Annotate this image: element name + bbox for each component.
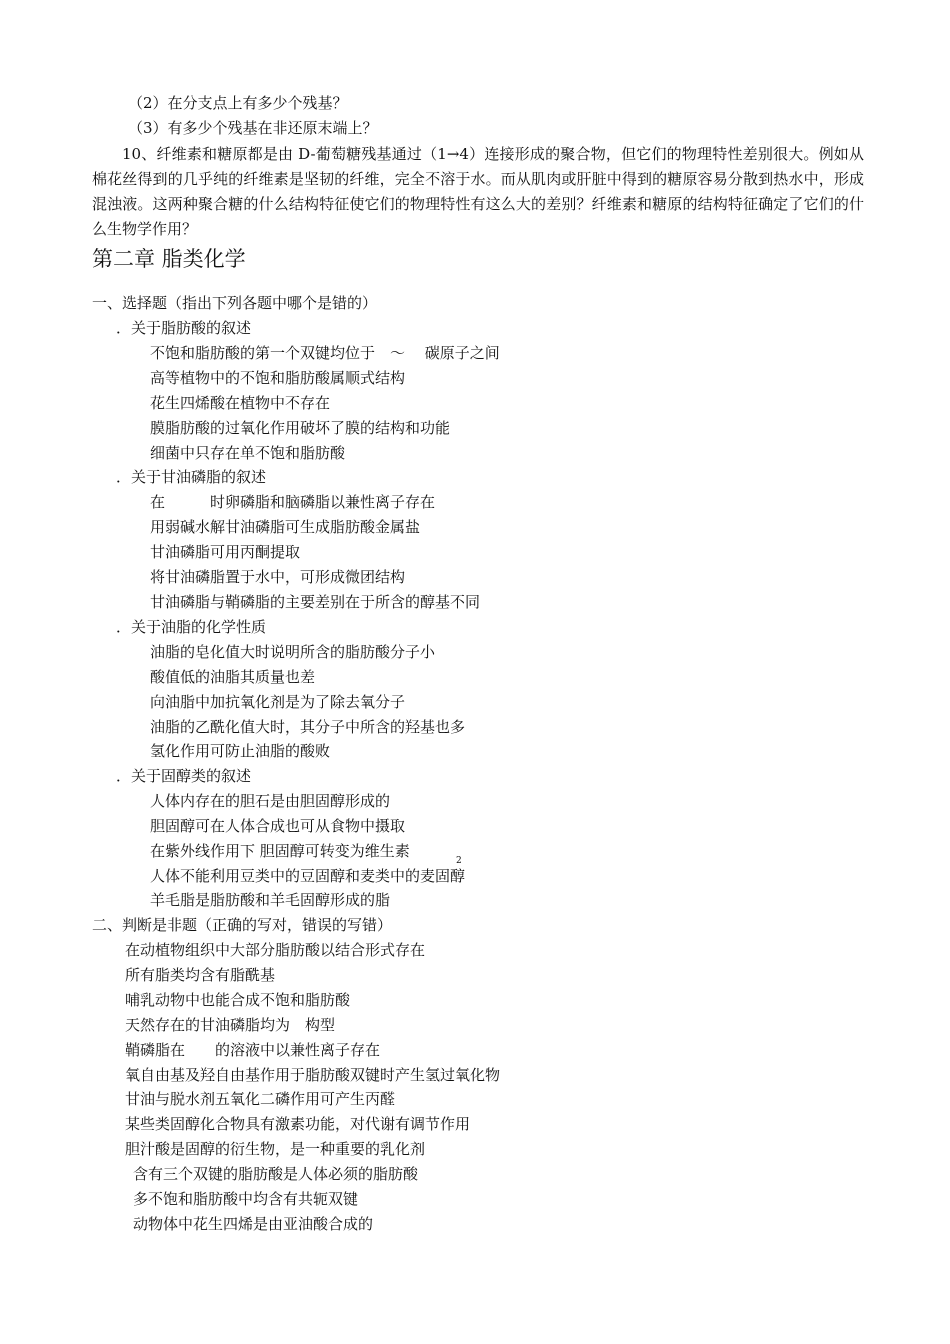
- question-group-1-stem: ．关于脂肪酸的叙述: [116, 319, 252, 337]
- option: 人体不能利用豆类中的豆固醇和麦类中的麦固醇: [150, 867, 466, 885]
- option: 用弱碱水解甘油磷脂可生成脂肪酸金属盐: [150, 518, 421, 536]
- option: 甘油磷脂可用丙酮提取: [150, 543, 301, 561]
- option: 在 时卵磷脂和脑磷脂以兼性离子存在: [150, 493, 436, 511]
- option: 在紫外线作用下 胆固醇可转变为维生素: [150, 842, 410, 860]
- option: 甘油磷脂与鞘磷脂的主要差别在于所含的醇基不同: [150, 593, 481, 611]
- option: 花生四烯酸在植物中不存在: [150, 394, 331, 412]
- section-1-title: 一、选择题（指出下列各题中哪个是错的）: [92, 294, 378, 312]
- option: 胆固醇可在人体合成也可从食物中摄取: [150, 817, 406, 835]
- question-group-4-stem: ．关于固醇类的叙述: [116, 767, 252, 785]
- option: 氢化作用可防止油脂的酸败: [150, 742, 331, 760]
- question-9-sub-3: （3）有多少个残基在非还原末端上？: [128, 119, 378, 137]
- judgment-item: 氧自由基及羟自由基作用于脂肪酸双键时产生氢过氧化物: [125, 1066, 501, 1084]
- judgment-item: 多不饱和脂肪酸中均含有共轭双键: [133, 1190, 359, 1208]
- option: 不饱和脂肪酸的第一个双键均位于 ～ 碳原子之间: [150, 344, 500, 362]
- judgment-item: 天然存在的甘油磷脂均为 构型: [125, 1016, 336, 1034]
- option: 油脂的皂化值大时说明所含的脂肪酸分子小: [150, 643, 436, 661]
- question-group-3-stem: ．关于油脂的化学性质: [116, 618, 267, 636]
- judgment-item: 在动植物组织中大部分脂肪酸以结合形式存在: [125, 941, 426, 959]
- judgment-item: 胆汁酸是固醇的衍生物，是一种重要的乳化剂: [125, 1140, 426, 1158]
- judgment-item: 甘油与脱水剂五氧化二磷作用可产生丙醛: [125, 1090, 396, 1108]
- question-10: 10、纤维素和糖原都是由 D-葡萄糖残基通过（1→4）连接形成的聚合物，但它们的物理特性差别很大。例如从棉花丝得到的几乎纯的纤维素是坚韧的纤维，完全不溶于水。而从肌肉或肝脏中得到的糖原容易分散到热水中，形成混浊液。这两种聚合糖的什么结构特征使它们的物理特性有这么大的差别？纤维素和糖原的结构特征确定了它们的什么生物学作用？: [92, 145, 864, 238]
- question-group-2-stem: ．关于甘油磷脂的叙述: [116, 468, 267, 486]
- section-2-title: 二、判断是非题（正确的写对，错误的写错）: [92, 916, 393, 934]
- option: 酸值低的油脂其质量也差: [150, 668, 316, 686]
- judgment-item: 所有脂类均含有脂酰基: [125, 966, 276, 984]
- chapter-title: 第二章 脂类化学: [92, 247, 246, 271]
- option: 向油脂中加抗氧化剂是为了除去氧分子: [150, 693, 406, 711]
- option: 人体内存在的胆石是由胆固醇形成的: [150, 792, 391, 810]
- option: 高等植物中的不饱和脂肪酸属顺式结构: [150, 369, 406, 387]
- judgment-item: 含有三个双键的脂肪酸是人体必须的脂肪酸: [133, 1165, 419, 1183]
- option: 细菌中只存在单不饱和脂肪酸: [150, 444, 346, 462]
- option: 将甘油磷脂置于水中，可形成微团结构: [150, 568, 406, 586]
- subscript-mark: 2: [456, 856, 462, 866]
- option: 膜脂肪酸的过氧化作用破坏了膜的结构和功能: [150, 419, 451, 437]
- option: 羊毛脂是脂肪酸和羊毛固醇形成的脂: [150, 891, 391, 909]
- question-9-sub-2: （2）在分支点上有多少个残基？: [128, 94, 348, 112]
- judgment-item: 鞘磷脂在 的溶液中以兼性离子存在: [125, 1041, 381, 1059]
- judgment-item: 某些类固醇化合物具有激素功能，对代谢有调节作用: [125, 1115, 471, 1133]
- judgment-item: 动物体中花生四烯是由亚油酸合成的: [133, 1215, 374, 1233]
- judgment-item: 哺乳动物中也能合成不饱和脂肪酸: [125, 991, 351, 1009]
- option: 油脂的乙酰化值大时，其分子中所含的羟基也多: [150, 718, 466, 736]
